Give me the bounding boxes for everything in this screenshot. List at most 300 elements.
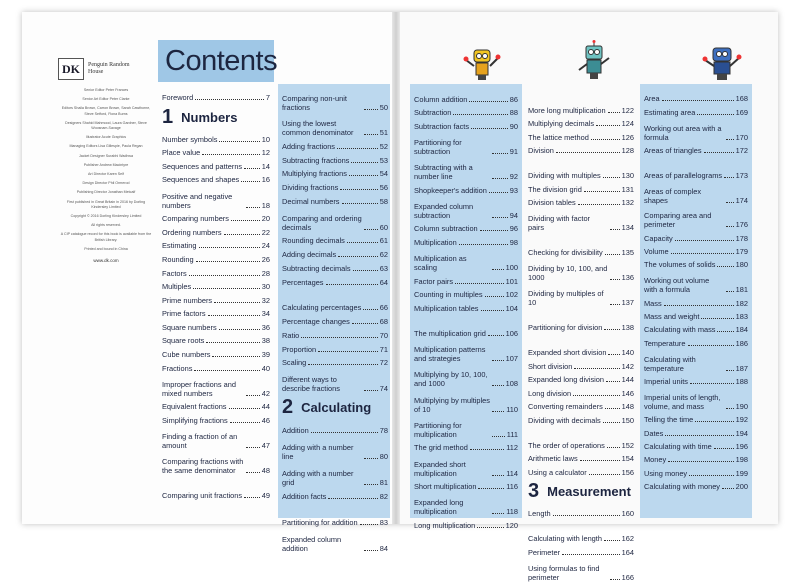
toc-entry[interactable] <box>282 367 388 393</box>
toc-page-number: 122 <box>621 105 634 115</box>
dot-leader <box>665 435 733 436</box>
dot-leader <box>246 207 260 208</box>
toc-entry[interactable] <box>282 165 388 179</box>
toc-entry[interactable] <box>414 117 518 131</box>
toc-entry[interactable] <box>282 340 388 354</box>
toc-entry-title: Comparing fractions with the same denominator <box>162 457 244 476</box>
toc-entry-title: Dividing by multiples of 10 <box>528 289 604 308</box>
toc-entry[interactable] <box>414 478 518 492</box>
toc-entry-title: Using a calculator <box>528 467 587 477</box>
toc-entry[interactable] <box>414 156 518 181</box>
dot-leader <box>578 204 620 205</box>
toc-entry[interactable] <box>414 363 518 388</box>
dot-leader <box>338 256 378 257</box>
toc-entry[interactable] <box>162 359 270 373</box>
toc-entry-title: Money <box>644 455 667 465</box>
toc-entry[interactable] <box>644 180 748 205</box>
toc-page-number: 28 <box>261 268 270 278</box>
toc-entry[interactable] <box>414 286 518 300</box>
toc-entry[interactable] <box>162 223 270 237</box>
toc-entry-title: Arithmetic laws <box>528 454 578 464</box>
toc-entry[interactable] <box>528 207 634 232</box>
website-url: www.dk.com <box>93 258 119 264</box>
dot-leader <box>690 383 734 384</box>
toc-entry-title: Imperial units <box>644 376 688 386</box>
toc-entry[interactable] <box>282 112 388 138</box>
toc-page-number: 80 <box>379 451 388 461</box>
toc-entry[interactable] <box>414 516 518 530</box>
toc-entry[interactable] <box>162 373 270 398</box>
toc-entry[interactable] <box>414 104 518 118</box>
imprint-line: All rights reserved. <box>91 223 121 228</box>
toc-entry[interactable] <box>644 142 748 155</box>
toc-entry[interactable] <box>528 232 634 257</box>
toc-entry-title: Scaling <box>282 358 307 368</box>
contents-column-5 <box>644 90 748 491</box>
toc-entry-title: Proportion <box>282 344 317 354</box>
toc-entry[interactable] <box>528 450 634 464</box>
toc-entry[interactable] <box>282 86 388 112</box>
toc-entry[interactable] <box>414 491 518 516</box>
toc-entry[interactable] <box>282 501 388 527</box>
dot-leader <box>342 203 378 204</box>
toc-entry-title: Multiples <box>162 282 192 292</box>
dot-leader <box>363 309 377 310</box>
toc-entry-title: Square numbers <box>162 322 217 332</box>
toc-entry[interactable] <box>282 259 388 273</box>
toc-entry[interactable] <box>414 233 518 247</box>
toc-entry[interactable] <box>162 475 270 500</box>
dot-leader <box>607 447 620 448</box>
dot-leader <box>328 498 377 499</box>
toc-entry[interactable] <box>528 257 634 282</box>
toc-entry-title: The order of operations <box>528 440 605 450</box>
toc-entry[interactable] <box>528 411 634 425</box>
toc-page-number: 90 <box>509 121 518 131</box>
toc-entry[interactable] <box>414 272 518 286</box>
dot-leader <box>553 515 620 516</box>
toc-entry[interactable] <box>414 90 518 104</box>
toc-entry-title: Addition <box>282 425 309 435</box>
dot-leader <box>351 162 377 163</box>
toc-page-number: 16 <box>261 175 270 185</box>
dot-leader <box>246 447 260 448</box>
toc-entry[interactable] <box>528 371 634 385</box>
toc-page-number: 174 <box>735 195 748 205</box>
toc-entry[interactable] <box>644 117 748 142</box>
toc-entry[interactable] <box>644 373 748 386</box>
toc-entry-title: Comparing numbers <box>162 214 229 224</box>
toc-page-number: 138 <box>621 323 634 333</box>
imprint-column <box>58 58 154 263</box>
toc-entry[interactable] <box>644 478 748 491</box>
dot-leader <box>664 305 734 306</box>
toc-entry-title: Using the lowest common denominator <box>282 119 354 138</box>
toc-entry[interactable] <box>162 144 270 158</box>
toc-entry-title: Estimating area <box>644 107 696 117</box>
toc-entry[interactable] <box>528 142 634 156</box>
dot-leader <box>606 381 620 382</box>
toc-entry-title: Percentages <box>282 277 324 287</box>
toc-entry[interactable] <box>528 332 634 357</box>
toc-page-number: 108 <box>505 379 518 389</box>
toc-page-number: 68 <box>379 317 388 327</box>
dot-leader <box>219 329 260 330</box>
toc-entry[interactable] <box>528 357 634 371</box>
toc-entry[interactable] <box>282 354 388 368</box>
contents-column-1 <box>162 88 270 500</box>
dot-leader <box>726 370 734 371</box>
dot-leader <box>244 497 260 498</box>
dot-leader <box>610 279 620 280</box>
toc-entry-title: Subtraction facts <box>414 121 470 131</box>
toc-entry-title: Adding decimals <box>282 250 337 260</box>
toc-entry[interactable] <box>162 210 270 224</box>
toc-entry[interactable] <box>644 438 748 451</box>
dot-leader <box>608 354 619 355</box>
toc-entry[interactable] <box>162 88 270 102</box>
section-title: Numbers <box>181 109 238 125</box>
toc-page-number: 132 <box>621 198 634 208</box>
toc-entry-title: Simplifying fractions <box>162 416 228 425</box>
toc-entry-title: The division grid <box>528 184 582 194</box>
robot-illustration-3 <box>700 42 744 84</box>
toc-entry[interactable] <box>162 345 270 359</box>
toc-entry[interactable] <box>282 137 388 151</box>
toc-entry[interactable] <box>528 155 634 180</box>
toc-entry[interactable] <box>414 247 518 272</box>
toc-page-number: 84 <box>379 543 388 553</box>
section-heading <box>282 395 388 421</box>
dot-leader <box>492 360 504 361</box>
dot-leader <box>726 408 734 409</box>
toc-entry-title: Comparing unit fractions <box>162 491 243 501</box>
toc-entry[interactable] <box>414 313 518 338</box>
toc-entry[interactable] <box>162 157 270 171</box>
toc-page-number: 146 <box>621 388 634 398</box>
toc-entry[interactable] <box>528 384 634 398</box>
toc-page-number: 18 <box>261 200 270 210</box>
toc-entry[interactable] <box>162 264 270 278</box>
toc-entry[interactable] <box>282 461 388 487</box>
toc-entry[interactable] <box>528 90 634 115</box>
dot-leader <box>353 270 378 271</box>
dot-leader <box>352 323 378 324</box>
toc-entry[interactable] <box>282 312 388 326</box>
toc-entry-title: Division <box>528 146 554 156</box>
toc-entry[interactable] <box>644 451 748 464</box>
toc-entry-title: Adding with a number line <box>282 442 354 461</box>
toc-page-number: 53 <box>379 155 388 165</box>
dot-leader <box>337 148 378 149</box>
toc-entry[interactable] <box>414 181 518 195</box>
toc-entry[interactable] <box>644 334 748 347</box>
toc-page-number: 150 <box>621 415 634 425</box>
toc-page-number: 134 <box>621 223 634 233</box>
toc-entry[interactable] <box>162 398 270 412</box>
toc-page-number: 131 <box>621 184 634 194</box>
dot-leader <box>214 302 260 303</box>
toc-entry-title: Rounding <box>162 254 194 264</box>
toc-entry[interactable] <box>528 425 634 450</box>
section-number: 3 <box>528 480 540 503</box>
toc-page-number: 130 <box>621 171 634 181</box>
toc-entry-title: Expanded column addition <box>282 534 342 553</box>
dot-leader <box>726 226 734 227</box>
toc-entry[interactable] <box>644 229 748 242</box>
toc-entry[interactable] <box>414 195 518 220</box>
toc-page-number: 148 <box>621 402 634 412</box>
toc-page-number: 144 <box>621 375 634 385</box>
dot-leader <box>199 247 260 248</box>
toc-entry-title: Partitioning for addition <box>282 517 358 527</box>
toc-page-number: 62 <box>379 250 388 260</box>
toc-entry[interactable] <box>644 348 748 373</box>
toc-entry[interactable] <box>162 305 270 319</box>
toc-entry[interactable] <box>528 307 634 332</box>
dot-leader <box>489 192 508 193</box>
toc-entry[interactable] <box>644 205 748 230</box>
toc-entry[interactable] <box>282 232 388 246</box>
dot-leader <box>455 283 504 284</box>
toc-entry[interactable] <box>414 131 518 156</box>
toc-entry-title: Dividing with multiples <box>528 171 601 181</box>
toc-entry[interactable] <box>282 273 388 287</box>
dot-leader <box>231 220 260 221</box>
toc-entry[interactable] <box>282 206 388 232</box>
dot-leader <box>604 329 619 330</box>
toc-entry[interactable] <box>644 269 748 294</box>
toc-entry[interactable] <box>644 464 748 477</box>
toc-entry[interactable] <box>414 388 518 413</box>
toc-entry[interactable] <box>528 194 634 208</box>
toc-entry-title: Counting in multiples <box>414 290 483 300</box>
dot-leader <box>704 152 734 153</box>
toc-entry[interactable] <box>282 326 388 340</box>
dot-leader <box>477 527 503 528</box>
toc-entry-title: Partitioning for division <box>528 323 603 333</box>
dot-leader <box>311 432 378 433</box>
section-title: Calculating <box>301 400 372 416</box>
toc-page-number: 102 <box>505 290 518 300</box>
toc-entry[interactable] <box>528 505 634 519</box>
dot-leader <box>726 139 734 140</box>
toc-entry[interactable] <box>162 184 270 209</box>
toc-page-number: 179 <box>735 247 748 257</box>
toc-entry-title: Column addition <box>414 94 468 104</box>
toc-page-number: 60 <box>379 222 388 232</box>
toc-entry[interactable] <box>282 178 388 192</box>
toc-entry[interactable] <box>414 452 518 477</box>
toc-entry[interactable] <box>644 321 748 334</box>
toc-entry[interactable] <box>282 151 388 165</box>
imprint-line: Art Director Karen Self <box>88 172 124 177</box>
dot-leader <box>224 234 260 235</box>
toc-entry-title: Decimal numbers <box>282 197 340 207</box>
toc-page-number: 126 <box>621 132 634 142</box>
toc-entry[interactable] <box>528 543 634 557</box>
toc-page-number: 86 <box>509 94 518 104</box>
toc-entry-title: Factor pairs <box>414 276 454 286</box>
dot-leader <box>610 304 620 305</box>
toc-entry[interactable] <box>282 287 388 313</box>
toc-entry-title: Mass and weight <box>644 312 700 322</box>
toc-entry[interactable] <box>162 250 270 264</box>
toc-page-number: 83 <box>379 517 388 527</box>
toc-entry-title: Square roots <box>162 336 205 346</box>
toc-entry-title: Perimeter <box>528 547 561 557</box>
toc-entry[interactable] <box>644 256 748 269</box>
toc-entry[interactable] <box>162 278 270 292</box>
toc-entry[interactable] <box>644 90 748 103</box>
toc-entry[interactable] <box>528 463 634 477</box>
toc-entry[interactable] <box>162 237 270 251</box>
toc-entry-title: Using money <box>644 468 688 478</box>
toc-entry[interactable] <box>414 338 518 363</box>
toc-entry-title: Mass <box>644 298 662 308</box>
toc-entry-title: Adding fractions <box>282 141 335 151</box>
toc-entry-title: Foreword <box>162 93 194 102</box>
toc-entry-title: Place value <box>162 148 201 158</box>
toc-page-number: 71 <box>379 344 388 354</box>
toc-entry[interactable] <box>528 557 634 582</box>
dot-leader <box>675 240 734 241</box>
toc-entry[interactable] <box>282 487 388 501</box>
toc-entry-title: Calculating with temperature <box>644 354 696 373</box>
toc-entry-title: Comparing area and perimeter <box>644 211 712 230</box>
toc-entry-title: Multiplying fractions <box>282 169 347 179</box>
dot-leader <box>206 342 259 343</box>
dot-leader <box>584 191 620 192</box>
toc-entry[interactable] <box>528 282 634 307</box>
toc-entry[interactable] <box>162 171 270 185</box>
robot-illustration-1 <box>462 44 502 84</box>
toc-entry[interactable] <box>644 243 748 256</box>
toc-page-number: 137 <box>621 298 634 308</box>
toc-entry-title: Multiplying by 10, 100, and 1000 <box>414 370 488 389</box>
toc-entry[interactable] <box>282 245 388 259</box>
dk-logo: DK <box>58 58 84 80</box>
toc-page-number: 88 <box>509 108 518 118</box>
toc-page-number: 178 <box>735 233 748 243</box>
imprint-line: Jacket Designer Surabhi Wadhwa <box>79 153 133 158</box>
dot-leader <box>697 114 733 115</box>
toc-entry[interactable] <box>162 411 270 425</box>
toc-entry[interactable] <box>162 450 270 475</box>
toc-entry-title: Factors <box>162 268 187 278</box>
dot-leader <box>605 254 620 255</box>
toc-page-number: 74 <box>379 383 388 393</box>
toc-page-number: 169 <box>735 107 748 117</box>
dot-leader <box>364 109 378 110</box>
toc-entry-title: Ordering numbers <box>162 227 222 237</box>
toc-entry[interactable] <box>528 115 634 129</box>
dot-leader <box>364 458 378 459</box>
toc-entry-title: Improper fractions and mixed numbers <box>162 379 236 398</box>
toc-page-number: 190 <box>735 401 748 411</box>
toc-entry[interactable] <box>528 398 634 412</box>
dot-leader <box>246 472 260 473</box>
toc-entry[interactable] <box>162 318 270 332</box>
toc-page-number: 162 <box>621 534 634 544</box>
dot-leader <box>668 461 733 462</box>
dot-leader <box>212 356 259 357</box>
toc-entry[interactable] <box>528 180 634 194</box>
toc-entry-title: Length <box>528 509 551 519</box>
toc-page-number: 39 <box>261 350 270 360</box>
toc-page-number: 120 <box>505 520 518 530</box>
toc-entry-title: Long multiplication <box>414 520 476 530</box>
toc-page-number: 49 <box>261 491 270 501</box>
toc-entry-title: Adding with a number grid <box>282 468 354 487</box>
toc-entry-title: More long multiplication <box>528 105 606 115</box>
toc-page-number: 7 <box>265 93 270 102</box>
toc-entry[interactable] <box>282 421 388 435</box>
toc-entry-title: Expanded short division <box>528 348 607 358</box>
toc-entry[interactable] <box>644 308 748 321</box>
toc-entry-title: Temperature <box>644 338 686 348</box>
toc-entry-title: Working out volume with a formula <box>644 276 710 295</box>
dot-leader <box>724 177 734 178</box>
toc-entry[interactable] <box>282 435 388 461</box>
toc-entry[interactable] <box>162 332 270 346</box>
toc-entry[interactable] <box>644 155 748 180</box>
toc-entry[interactable] <box>528 128 634 142</box>
toc-entry-title: The lattice method <box>528 132 589 142</box>
dot-leader <box>492 436 505 437</box>
dot-leader <box>340 189 377 190</box>
publisher-name: Penguin Random House <box>88 62 130 75</box>
toc-entry[interactable] <box>162 130 270 144</box>
dot-leader <box>492 217 508 218</box>
toc-entry[interactable] <box>414 414 518 439</box>
toc-entry[interactable] <box>644 294 748 307</box>
dot-leader <box>589 474 620 475</box>
toc-entry-title: Dividing with decimals <box>528 415 601 425</box>
toc-entry[interactable] <box>414 220 518 234</box>
toc-entry[interactable] <box>644 424 748 437</box>
dot-leader <box>347 242 378 243</box>
toc-entry[interactable] <box>162 291 270 305</box>
toc-page-number: 111 <box>506 429 518 439</box>
robot-illustration-2 <box>574 40 614 84</box>
toc-entry[interactable] <box>162 425 270 450</box>
toc-entry-title: Prime numbers <box>162 295 213 305</box>
toc-entry[interactable] <box>414 299 518 313</box>
dot-leader <box>478 488 504 489</box>
toc-entry[interactable] <box>414 439 518 453</box>
contents-column-3 <box>414 90 518 530</box>
dot-leader <box>556 152 620 153</box>
toc-page-number: 116 <box>506 482 518 492</box>
toc-entry[interactable] <box>282 527 388 553</box>
toc-page-number: 181 <box>735 285 748 295</box>
toc-entry[interactable] <box>528 518 634 543</box>
toc-entry-title: The grid method <box>414 443 468 453</box>
toc-page-number: 66 <box>379 303 388 313</box>
toc-entry[interactable] <box>644 103 748 116</box>
toc-entry-title: Calculating with length <box>528 534 602 544</box>
toc-entry[interactable] <box>644 386 748 411</box>
toc-page-number: 40 <box>261 363 270 373</box>
toc-entry-title: Multiplication <box>414 238 457 248</box>
dot-leader <box>605 408 620 409</box>
toc-entry[interactable] <box>644 411 748 424</box>
dot-leader <box>722 488 734 489</box>
toc-entry[interactable] <box>282 192 388 206</box>
toc-entry-title: Positive and negative numbers <box>162 191 233 210</box>
dot-leader <box>717 266 733 267</box>
